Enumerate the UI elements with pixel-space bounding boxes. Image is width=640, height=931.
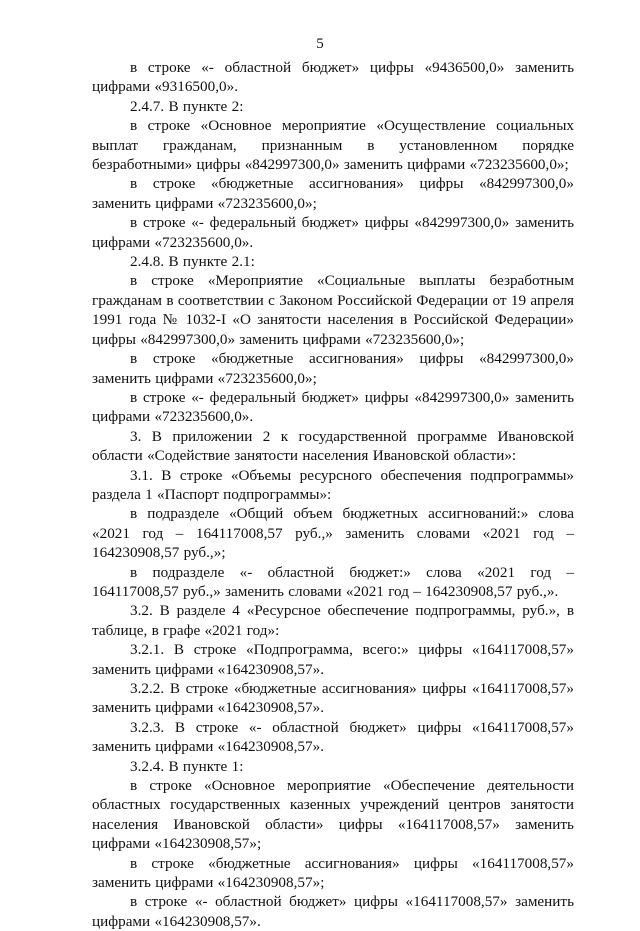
paragraph: 3.1. В строке «Объемы ресурсного обеспечения подпрограммы» раздела 1 «Паспорт подпрограммы»: bbox=[92, 466, 574, 503]
paragraph: 2.4.7. В пункте 2: bbox=[130, 97, 244, 115]
paragraph: 2.4.8. В пункте 2.1: bbox=[130, 253, 255, 271]
paragraph: 3.2. В разделе 4 «Ресурсное обеспечение подпрограммы, руб.», в таблице, в графе «2021 год»: bbox=[92, 602, 574, 639]
paragraph: в строке «- федеральный бюджет» цифры «842997300,0» заменить цифрами «723235600,0». bbox=[92, 388, 574, 426]
paragraph: в подразделе «Общий объем бюджетных ассигнований:» слова «2021 год – 164117008,57 руб.,» заменить словами «2021 год – 164230908,57 руб.,»; bbox=[92, 505, 574, 562]
paragraph: в строке «Основное мероприятие «Осуществление социальных выплат гражданам, признанным в установленном порядке безработными» цифры «842997300,0» заменить цифрами «723235600,0»; bbox=[92, 117, 574, 174]
paragraph: в строке «Основное мероприятие «Обеспечение деятельности областных государственных казенных учреждений центров занятости населения Ивановской области» цифры «164117008,57» заменить цифрами «164230908,57»; bbox=[92, 777, 574, 853]
paragraph: 3.2.1. В строке «Подпрограмма, всего:» цифры «164117008,57» заменить цифрами «164230908,57». bbox=[92, 641, 574, 678]
paragraph: в строке «бюджетные ассигнования» цифры «842997300,0» заменить цифрами «723235600,0»; bbox=[92, 175, 574, 212]
paragraph: в строке «Мероприятие «Социальные выплаты безработным гражданам в соответствии с Законом Российской Федерации от 19 апреля 1991 года № 1032-I «О занятости населения в Российской Федерации» цифры «842997300,0» заменить цифрами «723235600,0»; bbox=[92, 272, 574, 348]
paragraph: в строке «бюджетные ассигнования» цифры «842997300,0» заменить цифрами «723235600,0»; bbox=[92, 350, 574, 387]
paragraph: 3.2.4. В пункте 1: bbox=[130, 757, 244, 775]
page-number: 5 bbox=[316, 36, 324, 52]
paragraph: в строке «- областной бюджет» цифры «9436500,0» заменить цифрами «9316500,0». bbox=[92, 59, 574, 96]
paragraph: 3.2.2. В строке «бюджетные ассигнования» цифры «164117008,57» заменить цифрами «164230908,57». bbox=[92, 680, 574, 717]
document-body bbox=[92, 58, 574, 931]
paragraph: в строке «бюджетные ассигнования» цифры «164117008,57» заменить цифрами «164230908,57»; bbox=[92, 854, 574, 892]
paragraph: 3. В приложении 2 к государственной программе Ивановской области «Содействие занятости населения Ивановской области»: bbox=[92, 427, 574, 465]
paragraph: 3.2.3. В строке «- областной бюджет» цифры «164117008,57» заменить цифрами «164230908,57». bbox=[92, 718, 574, 756]
paragraph: в строке «- областной бюджет» цифры «164117008,57» заменить цифрами «164230908,57». bbox=[92, 893, 574, 930]
paragraph: в строке «- федеральный бюджет» цифры «842997300,0» заменить цифрами «723235600,0». bbox=[92, 214, 574, 251]
paragraph: в подразделе «- областной бюджет:» слова «2021 год – 164117008,57 руб.,» заменить словами «2021 год – 164230908,57 руб.,». bbox=[92, 563, 574, 600]
